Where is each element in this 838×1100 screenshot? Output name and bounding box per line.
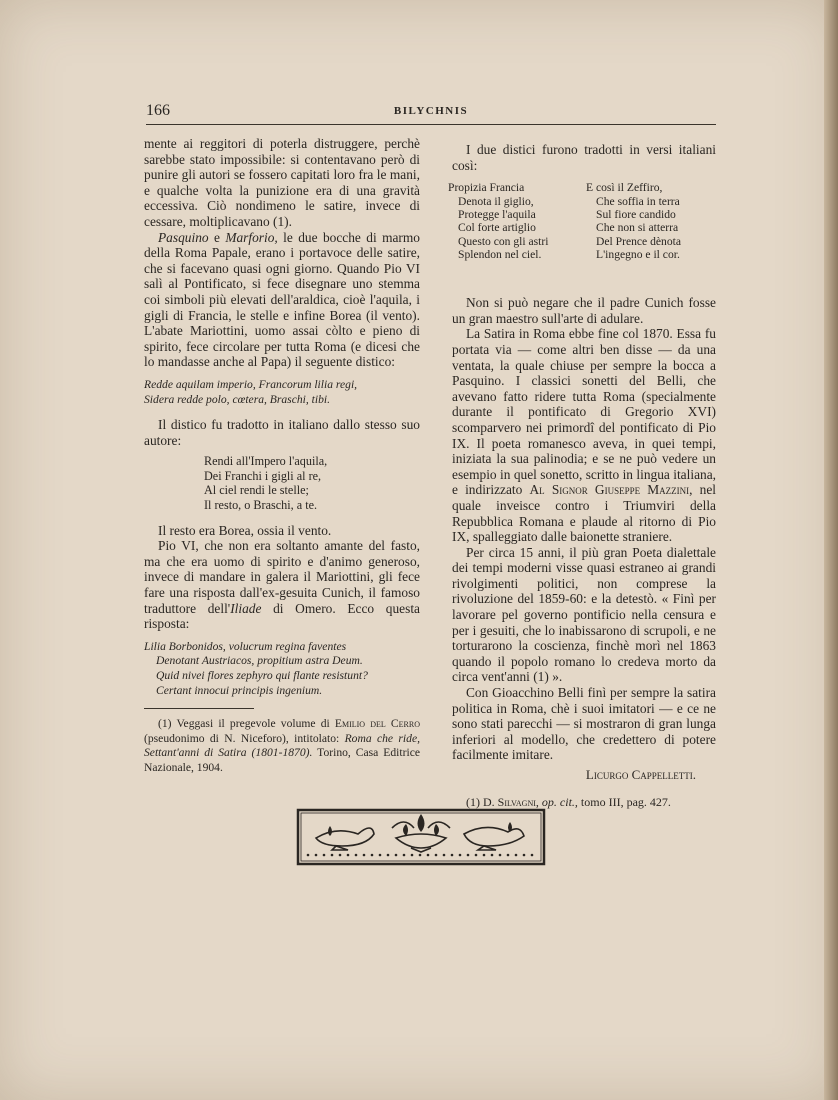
verse-line: Del Prence dènota — [596, 234, 681, 248]
footnote-divider — [144, 708, 254, 709]
verse-line: Protegge l'aquila — [458, 208, 536, 221]
text-span: tomo III, pag. 427. — [577, 794, 671, 809]
verse-line: Questo con gli astri — [458, 234, 549, 248]
right-column — [448, 142, 716, 809]
paragraph: Per circa 15 anni, il più gran Poeta dialettale dei tempi moderni visse quasi estraneo ai grandi rivolgimenti politici, non comprese la rivoluzione del 1859-60: e la detestò. « Finì per lavorare pel governo pontificio nella censura e per i gesuiti, che lo inabissarono di scrupoli, e ne torturarono la coscienza, finchè morì nel 1863 quando il popolo romano lo credeva morto da circa vent'anni (1) ». — [452, 544, 716, 685]
text-span: nel quale inveisce contro i Triumviri della Repubblica Romana e plaude al ritorno di Pio IX, spalleggiato dalle baionette straniere. — [452, 482, 716, 545]
latin-distich — [144, 378, 420, 407]
paragraph: I due distici furono tradotti in versi italiani così: — [452, 142, 716, 173]
verse-line: Col forte artiglio — [458, 221, 536, 235]
verse-line: Splendon nel ciel. — [458, 248, 542, 262]
verse-line: Denota il giglio, — [458, 194, 534, 208]
author-signature: Licurgo Cappelletti. — [585, 767, 696, 782]
verse-line: Che soffia in terra — [596, 194, 680, 208]
running-title: BILYCHNIS — [393, 105, 469, 117]
paragraph — [144, 538, 420, 632]
paragraph: Con Gioacchino Belli finì per sempre la satira politica in Roma, chè i suoi imitatori — e ce ne sono stati parecchi — si mostraron di gran lunga inferiori al modello, che credettero di potere facilmente imitare. — [452, 685, 716, 763]
text-span: (pseudonimo di N. Niceforo), intitolato: — [144, 731, 345, 745]
left-column — [144, 136, 420, 776]
footnote — [452, 795, 716, 810]
verse-line: Dei Franchi i gigli al re, — [204, 468, 322, 483]
footnote — [144, 717, 420, 775]
verse-line: Al ciel rendi le stelle; — [204, 483, 309, 498]
poem-stanza — [448, 181, 548, 261]
text-span: La Satira in Roma ebbe fine col 1870. Essa fu portata via — come altri ben disse — da una ventata, la quale chiuse per sempre la bocca a Pasquino. I classici sonetti del Belli, che avevano fatto ridere tutta Roma (specialmente durante il pontificato di Gregorio XVI) scomparvero nei primordî del pontificato di Pio IX. Il poeta romanesco aveva, in quei tempi, iniziata la sua palinodia; e se ne può vedere un esempio in quel sonetto, scritto in lingua italiana, e indirizzato — [452, 326, 716, 498]
verse-line: Denotant Austriacos, propitium astra Deum. — [156, 654, 363, 668]
text-span: (1) Veggasi il pregevole volume di — [158, 717, 335, 731]
paragraph: Il resto era Borea, ossia il vento. — [158, 522, 332, 538]
verse-line: E così il Zeffiro, — [586, 181, 663, 195]
verse-line: Quid nivei flores zephyro qui flante resistunt? — [156, 669, 368, 682]
page-number: 166 — [146, 102, 170, 119]
italian-verse — [204, 454, 420, 512]
three-lamps-ornament-icon — [296, 808, 546, 866]
text-span: di Omero. Ecco questa risposta: — [144, 600, 420, 632]
page-header — [146, 100, 716, 125]
paragraph — [144, 230, 420, 370]
verse-line: Certant innocui principis ingenium. — [156, 683, 323, 697]
verse-line: Lilia Borbonidos, volucrum regina faventes — [144, 639, 347, 653]
verse-line: Propizia Francia — [448, 181, 525, 195]
author-name: Emilio del Cerro — [334, 717, 420, 731]
text-span: Torino, Casa Editrice Nazionale, 1904. — [144, 746, 420, 774]
verse-line: Sul fiore candido — [596, 208, 676, 221]
verse-line: L'ingegno e il cor. — [596, 248, 680, 262]
text-span: e — [208, 229, 226, 245]
italic-text: Pasquino — [158, 229, 209, 245]
translated-poem — [448, 181, 716, 285]
verse-line: Rendi all'Impero l'aquila, — [204, 454, 328, 469]
verse-line: Che non si atterra — [596, 221, 679, 235]
author-name: Silvagni, — [497, 794, 539, 809]
verse-line: Il resto, o Braschi, a te. — [204, 498, 318, 513]
book-title: Roma che ride, Settant'anni di Satira (1801-1870). — [144, 731, 420, 760]
abbreviation: op. cit., — [538, 794, 578, 809]
paragraph — [452, 326, 716, 544]
dedication-name: Al Signor Giuseppe Mazzini, — [529, 482, 693, 498]
paragraph: mente ai reggitori di poterla distruggere, perchè sarebbe stato impossibile: si contentavano però di punire gli autori se fossero capitati loro fra le mani, e qualche volta la punizione era di una gravità eccessiva. Ciò nondimeno le satire, invece di cessare, moltiplicavano (1). — [144, 136, 420, 229]
paragraph: Il distico fu tradotto in italiano dallo stesso suo autore: — [144, 417, 420, 448]
italic-text: Iliade — [230, 600, 262, 616]
paragraph: Non si può negare che il padre Cunich fosse un gran maestro sull'arte di adulare. — [452, 295, 716, 326]
text-span: Pio VI, che non era soltanto amante del fasto, ma che era uomo di spirito e d'animo generoso, invece di mandare in galera il Mariottini, gli fece fare una risposta dall'ex-gesuita Cunich, il famoso traduttore dell' — [144, 538, 420, 616]
text-span: (1) D. — [466, 794, 498, 809]
verse-line: Redde aquilam imperio, Francorum lilia regi, — [144, 377, 358, 391]
page-edge — [824, 0, 838, 1100]
latin-response — [144, 640, 420, 698]
italic-text: Marforio, — [225, 229, 278, 245]
text-span: le due bocche di marmo della Roma Papale, erano i portavoce delle satire, che si facevano quasi ogni giorno. Quando Pio VI salì al Pontificato, si fece disegnare uno stemma coi simboli più elevati dell'araldica, cioè l'aquila, i gigli di Francia, le stelle e infine Borea (il vento). L'abate Mariottini, uomo assai còlto e pieno di spirito, fece circolare per tutta Roma (e dicesi che lo mandasse anche al Papa) il seguente distico: — [144, 229, 421, 370]
verse-line: Sidera redde polo, cœtera, Braschi, tibi. — [144, 392, 331, 406]
poem-stanza — [586, 181, 681, 261]
